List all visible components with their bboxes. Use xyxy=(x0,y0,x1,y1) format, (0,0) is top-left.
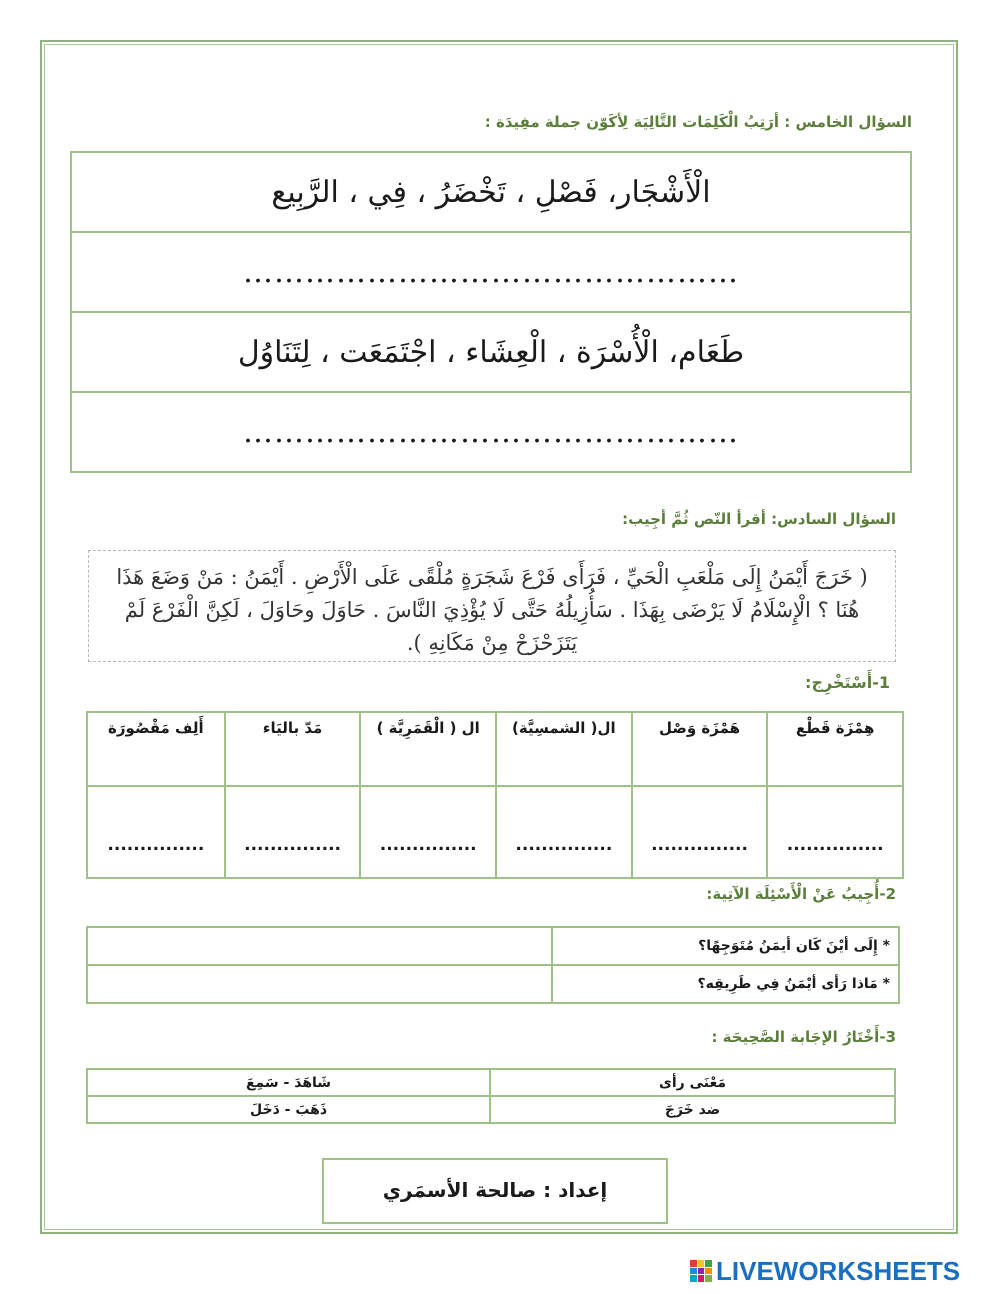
logo-grid-icon xyxy=(690,1260,712,1282)
extract-header-al-qamariya: ال ( الْقَمَرِيَّة ) xyxy=(360,712,496,786)
extract-answer-2[interactable]: ............... xyxy=(632,786,768,878)
q5-heading: السؤال الخامس : أرَتِبُ الْكَلِمَات التَّالِيَة لِأكَوّن جملة مفِيدَة : xyxy=(484,113,912,131)
extract-answer-1[interactable]: ............... xyxy=(767,786,903,878)
extract-header-al-shamsiya: ال( الشمسِيَّة) xyxy=(496,712,632,786)
q5-table xyxy=(70,151,912,473)
answer-heading: 2-أُجِيبُ عَنْ الْأَسْئِلَة الآتِية: xyxy=(706,885,896,903)
extract-header-alif-maqsura: أَلِف مَقْصُورَة xyxy=(87,712,225,786)
extract-answer-5[interactable]: ............... xyxy=(225,786,361,878)
extract-answer-6[interactable]: ............... xyxy=(87,786,225,878)
choose-heading: 3-أَخْتَارُ الإجَابة الصَّحِيحَة : xyxy=(711,1028,896,1046)
choice-options-1[interactable]: شَاهَدَ - سَمِعَ xyxy=(87,1069,490,1096)
extract-heading: 1-أَسْتَخْرِج: xyxy=(805,673,890,692)
logo-text: LIVEWORKSHEETS xyxy=(716,1255,961,1286)
q5-answer-2[interactable]: ………………………………………… xyxy=(71,392,911,472)
question-1: * إِلَى أيْنَ كَان أيمَنُ مُتَوَجِهًا؟ xyxy=(552,927,899,965)
q6-heading: السؤال السادس: أقرأ النّص ثُمَّ أجِيب: xyxy=(622,510,896,528)
answer-field-1[interactable] xyxy=(87,927,552,965)
liveworksheets-logo[interactable] xyxy=(690,1256,990,1286)
choice-prompt-2: ضد خَرَجَ xyxy=(490,1096,895,1123)
questions-table xyxy=(86,926,900,1004)
answer-field-2[interactable] xyxy=(87,965,552,1003)
q5-row-3: طَعَام، الْأُسْرَة ، الْعِشَاء ، اجْتَمَعَت ، لِتَنَاوُل xyxy=(71,312,911,392)
extract-table xyxy=(86,711,904,879)
extract-answer-3[interactable]: ............... xyxy=(496,786,632,878)
reading-passage: ( خَرَجَ أَيْمَنُ إِلَى مَلْعَبِ الْحَيِّ ، فَرَأَى فَرْعَ شَجَرَةٍ مُلْقًى عَلَى الْأَرْضِ . أَيْمَنُ : مَنْ وَضَعَ هَذَا هُنَا ؟ الْإِسْلَامُ لَا يَرْضَى بِهَذَا . سَأُزِيلُهُ حَتَّى لَا يُؤْذِيَ النَّاسَ . حَاوَلَ وحَاوَلَ ، لَكِنَّ الْفَرْعَ لَمْ يَتَزَحْزَحْ مِنْ مَكَانِهِ ). xyxy=(88,550,896,662)
author-box: إعداد : صالحة الأسمَري xyxy=(322,1158,668,1224)
extract-header-hamza-qat: هِمْزَة قَطْع xyxy=(767,712,903,786)
choice-prompt-1: مَعْنَى رأى xyxy=(490,1069,895,1096)
q5-answer-1[interactable]: ………………………………………… xyxy=(71,232,911,312)
extract-header-madd-ya: مَدّ باليَاء xyxy=(225,712,361,786)
q5-row-1: الْأَشْجَار، فَصْلِ ، تَخْضَرُ ، فِي ، الرَّبِيع xyxy=(71,152,911,232)
question-2: * مَاذا رَأى أيْمَنُ فِي طَرِيقِه؟ xyxy=(552,965,899,1003)
extract-answer-4[interactable]: ............... xyxy=(360,786,496,878)
choice-table xyxy=(86,1068,896,1124)
choice-options-2[interactable]: ذَهَبَ - دَخَلَ xyxy=(87,1096,490,1123)
extract-header-hamza-wasl: هَمْزَة وَصْل xyxy=(632,712,768,786)
